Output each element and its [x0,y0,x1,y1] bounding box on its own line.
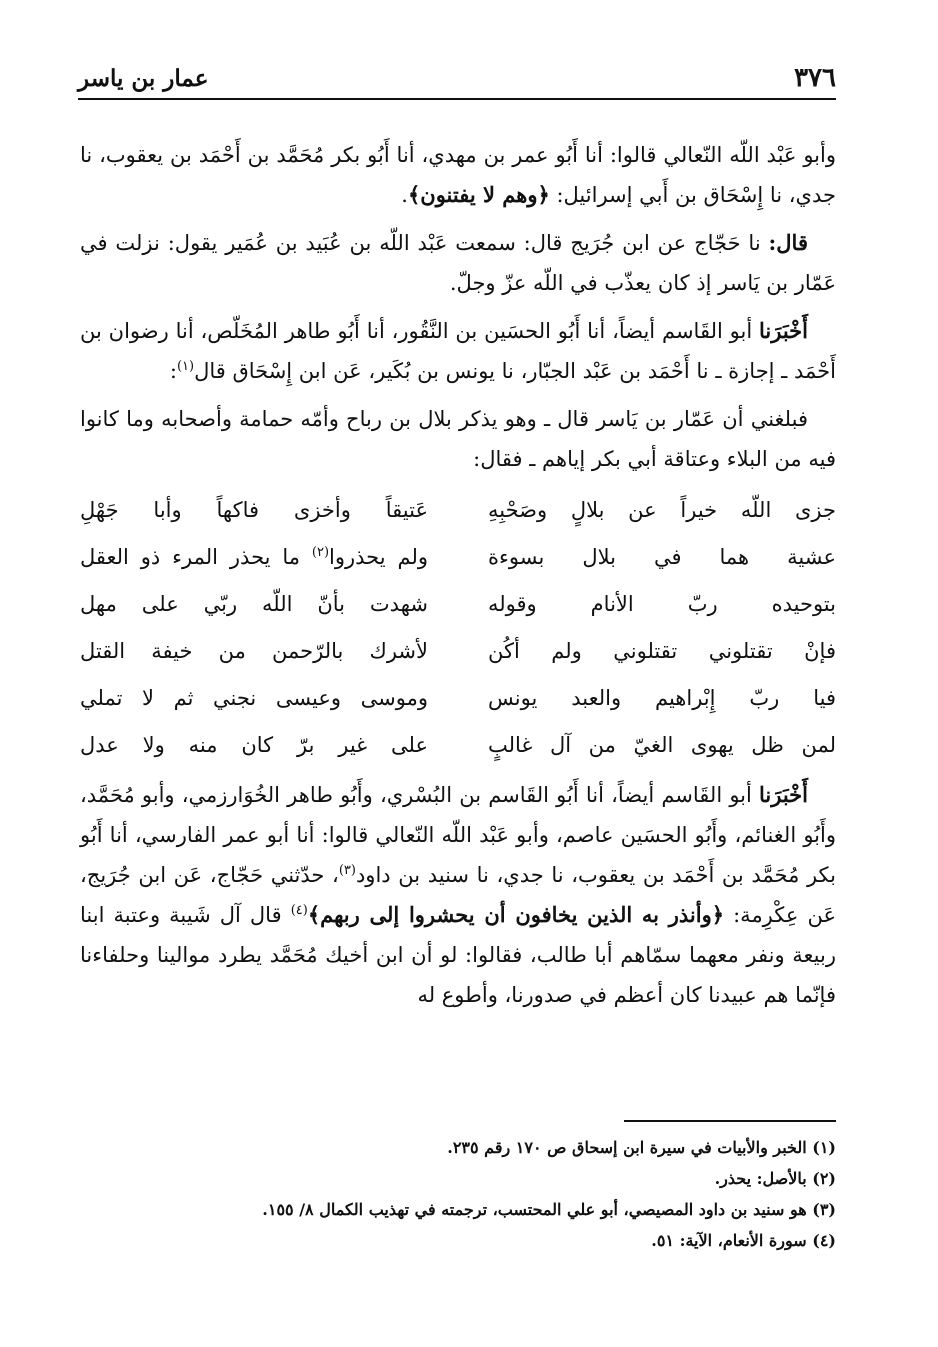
footnote-ref-3: (٣) [338,863,356,878]
paragraph-lead: أَخْبَرَنا [759,782,808,807]
poem-hemistich-left: وموسى وعيسى نجني ثم لا تملي [80,686,428,710]
poem-text: ما يحذر المرء ذو العقل [80,545,312,569]
poem-hemistich-left: عَتيقاً وأخزى فاكهاً وأبا جَهْلِ [80,498,428,522]
footnotes [76,1120,836,1256]
paragraph-text: قال آل شَيبة وعتبة ابنا ربيعة ونفر معهما سمّاهم أبا طالب، فقالوا: لو أن ابن أخيك مُحَمَّد يطرد موالينا وحلفاءنا فإنّما هم عبيدنا كان أعظم في صدورنا، وأطوع له [80,903,836,1007]
footnote-4: (٤) سورة الأنعام، الآية: ٥١. [651,1231,836,1250]
poem-hemistich-right: عشية هما في بلال بسوءة [488,545,836,569]
quran-quote: ﴿وأنذر به الذين يخافون أن يحشروا إلى ربهم﴾ [307,902,725,927]
page-number: ٣٧٦ [794,63,836,93]
paragraph-5 [80,775,836,1015]
paragraph-tail: : [169,359,177,383]
footnote-3: (٣) هو سنيد بن داود المصيصي، أبو علي المحتسب، ترجمته في تهذيب الكمال ٨/ ١٥٥. [262,1200,836,1219]
paragraph-text: فبلغني أن عَمّار بن يَاسر قال ـ وهو يذكر بلال بن رباح وأمّه حمامة وأصحابه وما كانوا فيه من البلاء وعتاقة أبي بكر إياهم ـ فقال: [80,407,836,471]
paragraph-text: نا حَجّاج عن ابن جُرَيج قال: سمعت عَبْد اللّه بن عُبَيد بن عُمَير يقول: نزلت في عَمّار بن يَاسر إذ كان يعذّب في اللّه عزّ وجلّ. [80,231,836,295]
running-title: عمار بن ياسر [78,64,209,92]
footnote-divider [624,1120,836,1122]
main-text [80,135,836,1023]
paragraph-text: أبو القَاسم أيضاً، أنا أَبُو القَاسم بن البُسْري، وأَبُو طاهر الخُوَارزمي، وأبو مُحَمَّد، وأَبُو الغنائم، وأَبُو الحسَين عاصم، وأبو عَبْد اللّه النّعالي قالوا: أنا أبو عمر الفارسي، أنا أَبُو بكر مُحَمَّد بن أَحْمَد بن يعقوب، نا جدي، نا سنيد بن داود [80,783,836,887]
poem-hemistich-right: فإنْ تقتلوني تقتلوني ولم أكُن [488,639,836,663]
footnote-ref-4: (٤) [290,903,308,918]
poem-text: ولم يحذروا [329,545,428,569]
quran-quote: ﴿وهم لا يفتنون﴾ [407,182,550,207]
paragraph-3 [80,311,836,391]
paragraph-4 [80,399,836,479]
paragraph-lead: أَخْبَرَنا [759,318,808,343]
poem-hemistich-left: على غير برّ كان منه ولا عدل [80,733,428,757]
paragraph-tail: . [401,183,408,207]
footnote-ref-2: (٢) [311,545,330,560]
paragraph-lead: قال: [768,230,808,255]
paragraph-1 [80,135,836,215]
poem-hemistich-right: بتوحيده ربّ الأنام وقوله [488,592,836,616]
footnote-1: (١) الخبر والأبيات في سيرة ابن إسحاق ص ١٧٠ رقم ٢٣٥. [447,1138,836,1157]
paragraph-text: وأبو عَبْد اللّه النّعالي قالوا: أنا أَبُو عمر بن مهدي، أنا أَبُو بكر مُحَمَّد بن أَحْمَد بن يعقوب، نا جدي، نا إِسْحَاق بن أَبي إسرائيل: [80,143,836,207]
footnote-ref-1: (١) [176,359,195,374]
page-header [78,58,836,100]
poem-hemistich-right: فيا ربّ إِبْراهيم والعبد يونس [488,686,836,710]
poem-hemistich-right: لمن ظل يهوى الغيّ من آل غالبٍ [488,733,836,757]
poem-hemistich-left: لأشرك بالرّحمن من خيفة القتل [80,639,428,663]
footnote-2: (٢) بالأصل: يحذر. [714,1169,836,1188]
paragraph-text: أبو القَاسم أيضاً، أنا أَبُو الحسَين بن النَّقُور، أنا أَبُو طاهر المُخَلّص، أنا رضوان بن أَحْمَد ـ إجازة ـ نا أَحْمَد بن عَبْد الجبّار، نا يونس بن بُكَير، عَن ابن إِسْحَاق قال [80,319,836,383]
poem-hemistich-left [80,534,428,581]
poem [80,487,836,769]
paragraph-text: ، حدّثني حَجّاج، عَن ابن جُرَيج، عَن عِكْرِمة: [80,863,836,927]
paragraph-2 [80,223,836,303]
poem-hemistich-left: شهدت بأنّ اللّه ربّي على مهل [80,592,428,616]
poem-hemistich-right: جزى اللّه خيراً عن بلالٍ وصَحْبِهِ [488,498,836,522]
